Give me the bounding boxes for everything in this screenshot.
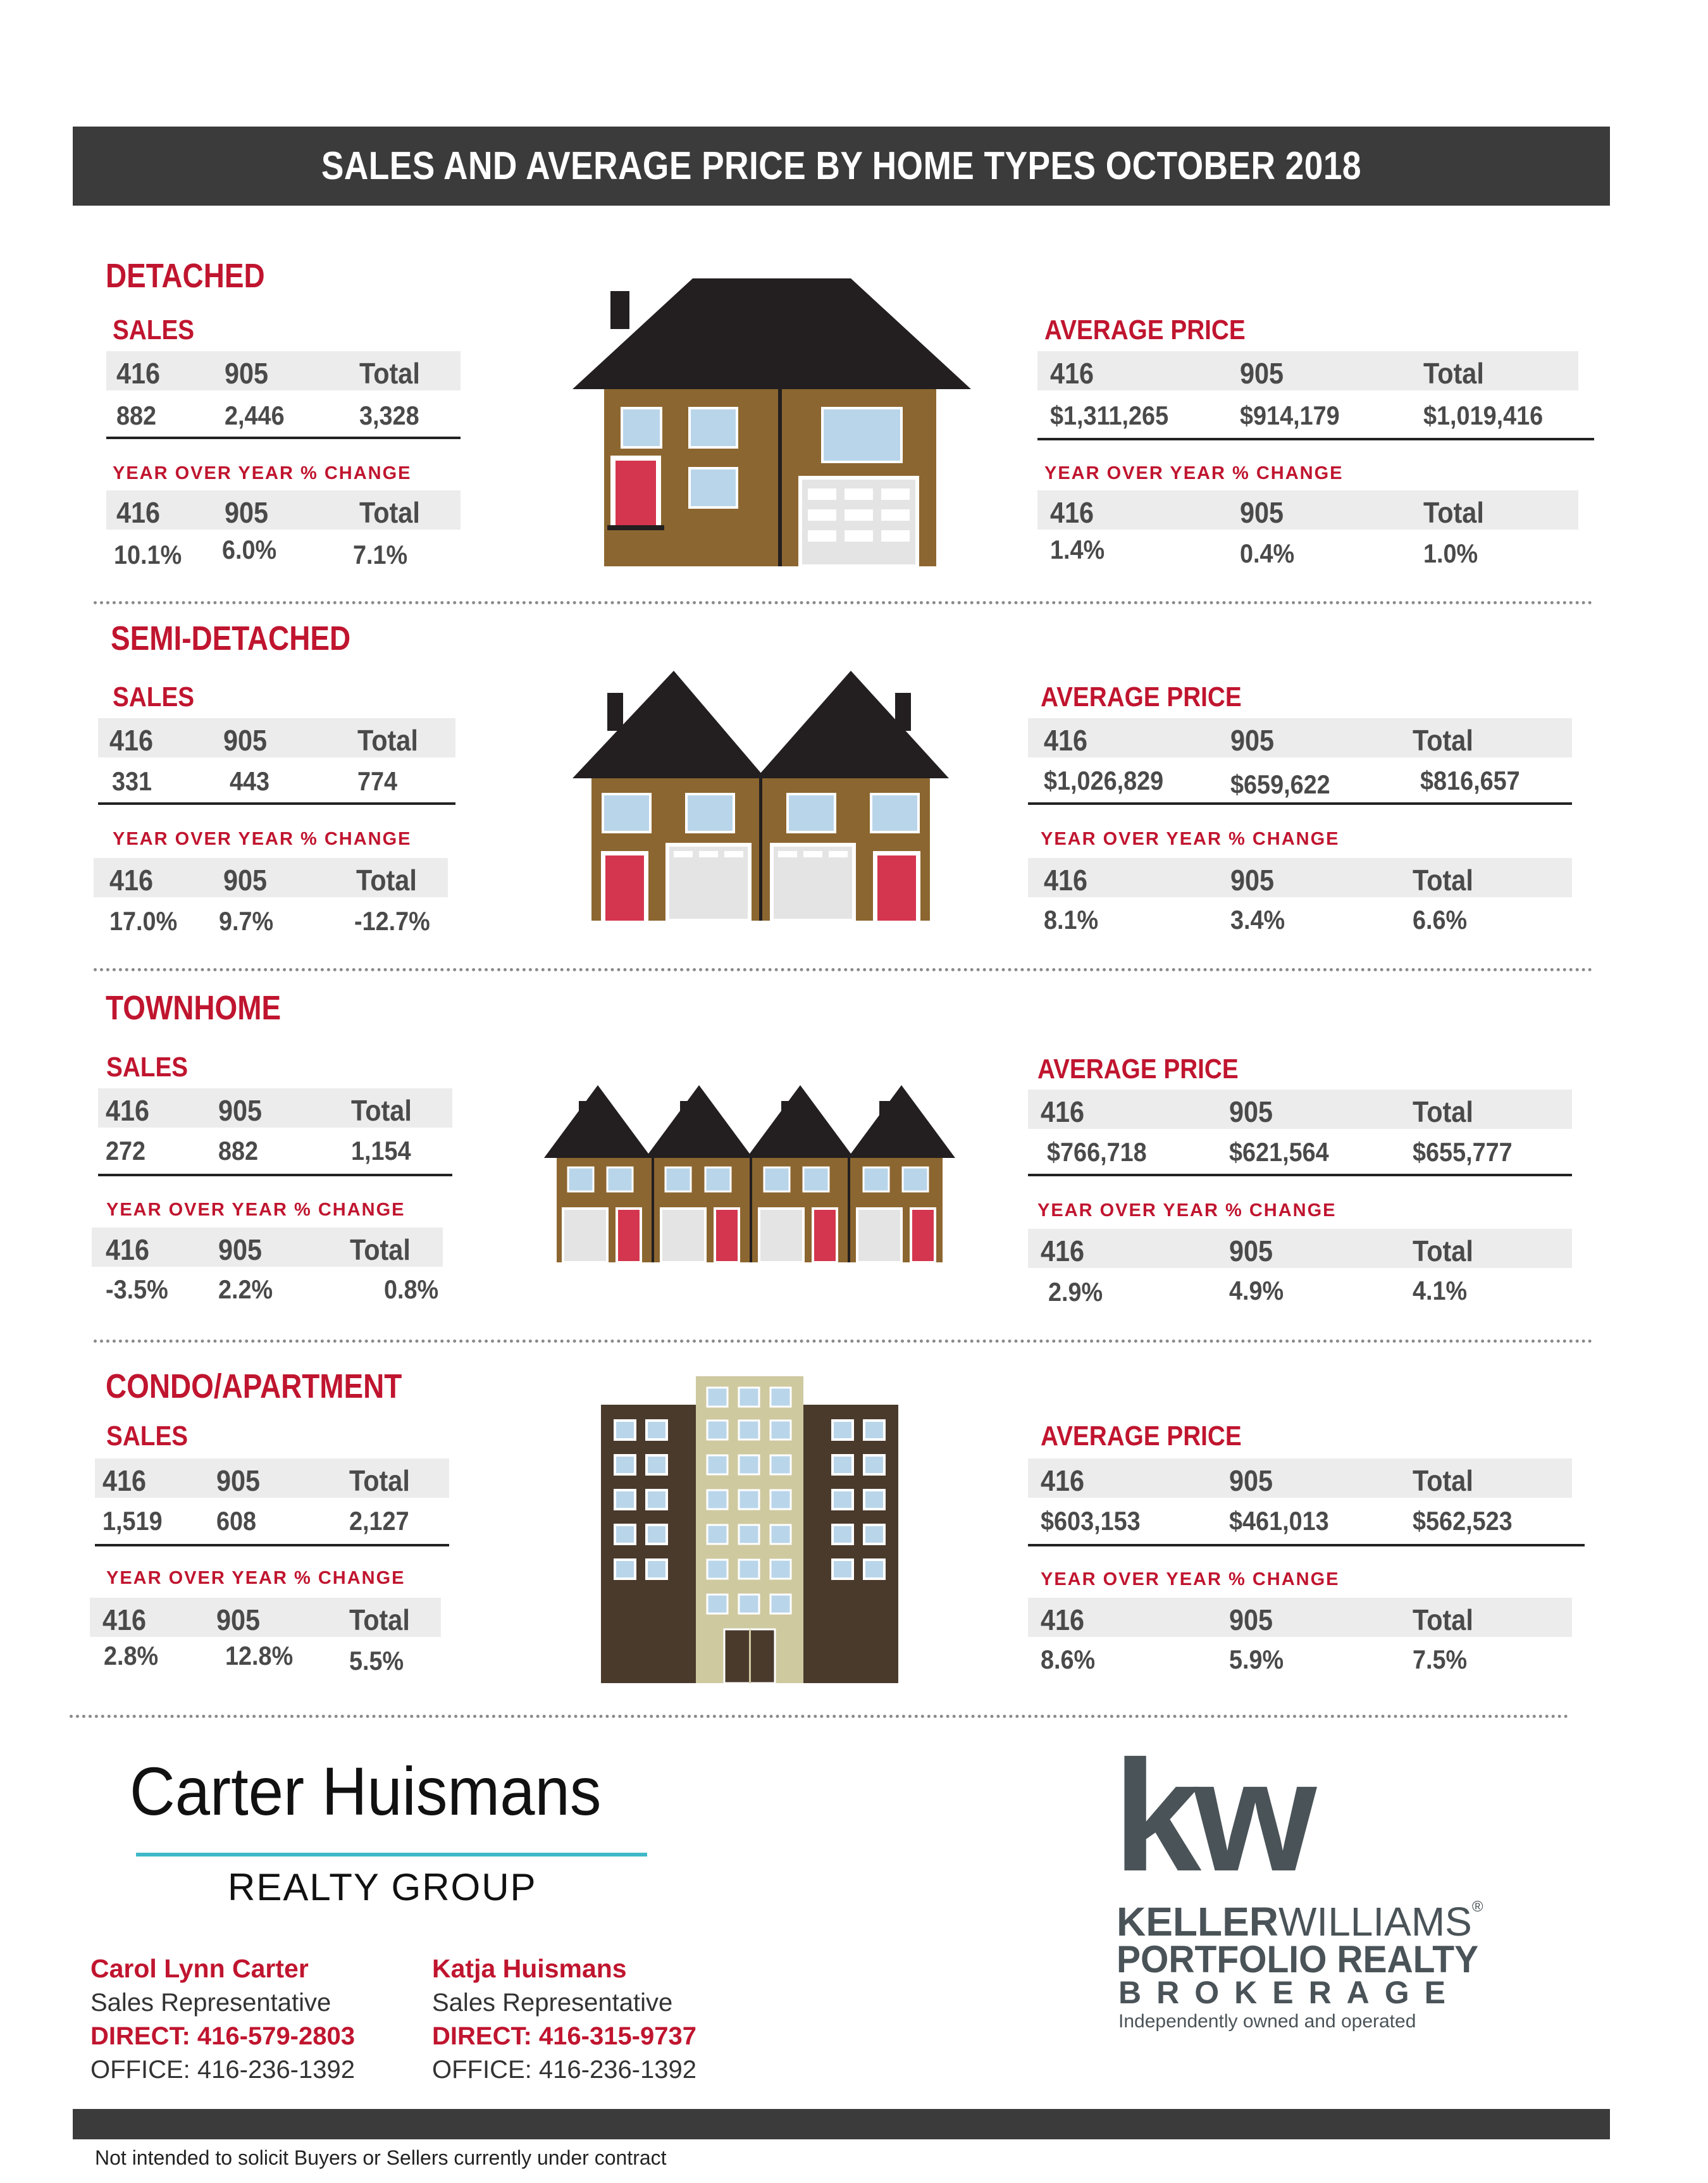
condo-price-yoy-header bbox=[1028, 1598, 1572, 1637]
col-905: 905 bbox=[1229, 1603, 1273, 1636]
rule bbox=[95, 1544, 449, 1546]
price-905: $914,179 bbox=[1240, 401, 1340, 430]
kw-brokerage: BROKERAGE bbox=[1118, 1975, 1461, 2010]
col-total: Total bbox=[350, 1233, 411, 1266]
semi-sales-row bbox=[98, 763, 455, 801]
price-905: $461,013 bbox=[1229, 1506, 1329, 1536]
brand-accent-line bbox=[136, 1853, 647, 1856]
semi-sales-yoy-label: YEAR OVER YEAR % CHANGE bbox=[113, 829, 412, 849]
yoy-total: 6.6% bbox=[1413, 905, 1468, 935]
section-divider bbox=[94, 601, 1593, 604]
condo-price-label: AVERAGE PRICE bbox=[1041, 1421, 1242, 1452]
col-total: Total bbox=[359, 357, 420, 390]
yoy-416: -3.5% bbox=[106, 1274, 168, 1304]
yoy-total: 7.1% bbox=[353, 540, 408, 569]
yoy-total: 5.5% bbox=[349, 1646, 404, 1676]
yoy-905: 6.0% bbox=[222, 535, 277, 564]
col-total: Total bbox=[1413, 1464, 1473, 1497]
agent-name: Carol Lynn Carter bbox=[90, 1954, 309, 1983]
keller-williams-logo bbox=[1113, 1727, 1556, 2032]
yoy-416: 17.0% bbox=[109, 906, 178, 936]
condo-sales-yoy-row bbox=[90, 1641, 444, 1679]
condo-sales-row bbox=[95, 1503, 449, 1541]
townhome-sales-yoy-row bbox=[92, 1272, 446, 1310]
price-total: $816,657 bbox=[1420, 766, 1520, 795]
condo-sales-header bbox=[95, 1458, 449, 1498]
detached-price-label: AVERAGE PRICE bbox=[1044, 314, 1246, 345]
rule bbox=[1037, 438, 1594, 440]
semi-sales-yoy-header bbox=[94, 858, 448, 897]
col-905: 905 bbox=[218, 1233, 263, 1266]
rule bbox=[98, 1174, 452, 1176]
detached-price-row bbox=[1037, 397, 1594, 435]
section-title-semi-detached: SEMI-DETACHED bbox=[111, 619, 351, 657]
col-905: 905 bbox=[1229, 1235, 1273, 1267]
title-banner bbox=[73, 127, 1610, 206]
col-total: Total bbox=[1413, 1603, 1473, 1636]
townhome-sales-header bbox=[98, 1088, 452, 1128]
col-905: 905 bbox=[218, 1094, 263, 1127]
col-total: Total bbox=[1413, 1095, 1473, 1128]
detached-price-yoy-row bbox=[1037, 535, 1578, 573]
price-905: $659,622 bbox=[1230, 769, 1330, 799]
semi-price-yoy-header bbox=[1028, 858, 1572, 897]
detached-house-icon bbox=[572, 278, 977, 569]
yoy-416: 1.4% bbox=[1050, 535, 1105, 564]
sales-905: 882 bbox=[218, 1136, 259, 1166]
condo-sales-yoy-label: YEAR OVER YEAR % CHANGE bbox=[106, 1568, 405, 1588]
section-title-detached: DETACHED bbox=[106, 257, 265, 295]
col-905: 905 bbox=[225, 357, 269, 390]
sales-416: 1,519 bbox=[102, 1506, 163, 1536]
semi-sales-label: SALES bbox=[113, 681, 195, 712]
col-416: 416 bbox=[1041, 1603, 1085, 1636]
col-416: 416 bbox=[116, 357, 161, 390]
col-905: 905 bbox=[1240, 496, 1284, 529]
semi-sales-header bbox=[98, 718, 455, 757]
col-905: 905 bbox=[1230, 724, 1275, 757]
agent-direct-phone[interactable]: DIRECT: 416-579-2803 bbox=[90, 2022, 355, 2050]
semi-price-header bbox=[1028, 718, 1572, 757]
townhome-price-yoy-header bbox=[1028, 1229, 1572, 1268]
yoy-416: 2.8% bbox=[104, 1641, 159, 1670]
col-total: Total bbox=[357, 724, 418, 757]
section-divider bbox=[94, 968, 1593, 971]
col-total: Total bbox=[1423, 496, 1484, 529]
section-divider bbox=[94, 1340, 1593, 1343]
sales-905: 2,446 bbox=[225, 401, 285, 430]
sales-905: 443 bbox=[230, 766, 270, 796]
col-416: 416 bbox=[106, 1233, 150, 1266]
detached-price-yoy-header bbox=[1037, 490, 1578, 530]
agent-role: Sales Representative bbox=[432, 1989, 673, 2017]
col-416: 416 bbox=[106, 1094, 150, 1127]
detached-price-yoy-label: YEAR OVER YEAR % CHANGE bbox=[1044, 463, 1344, 483]
sales-905: 608 bbox=[216, 1506, 257, 1536]
col-905: 905 bbox=[225, 496, 269, 529]
semi-price-yoy-row bbox=[1028, 902, 1572, 940]
townhome-sales-row bbox=[98, 1133, 452, 1171]
detached-sales-yoy-header bbox=[106, 490, 461, 530]
condo-price-yoy-label: YEAR OVER YEAR % CHANGE bbox=[1041, 1569, 1340, 1589]
townhome-sales-label: SALES bbox=[106, 1052, 189, 1083]
kw-mark: kw bbox=[1113, 1727, 1309, 1904]
col-905: 905 bbox=[223, 724, 268, 757]
yoy-total: -12.7% bbox=[354, 906, 430, 936]
rule bbox=[1028, 802, 1572, 805]
sales-416: 272 bbox=[106, 1136, 146, 1166]
townhome-sales-yoy-label: YEAR OVER YEAR % CHANGE bbox=[106, 1200, 405, 1220]
yoy-905: 2.2% bbox=[218, 1274, 273, 1304]
agent-office-phone[interactable]: OFFICE: 416-236-1392 bbox=[432, 2056, 696, 2084]
yoy-416: 8.6% bbox=[1041, 1645, 1096, 1674]
sales-416: 331 bbox=[112, 766, 152, 796]
sales-total: 3,328 bbox=[359, 401, 419, 430]
price-416: $1,026,829 bbox=[1044, 766, 1164, 795]
yoy-905: 0.4% bbox=[1240, 538, 1295, 568]
yoy-905: 9.7% bbox=[219, 906, 274, 936]
rule bbox=[106, 437, 461, 439]
detached-sales-row bbox=[106, 397, 461, 435]
kw-registered: ® bbox=[1471, 1898, 1483, 1915]
col-905: 905 bbox=[216, 1603, 261, 1636]
yoy-416: 2.9% bbox=[1048, 1277, 1103, 1307]
col-905: 905 bbox=[1240, 357, 1284, 390]
col-416: 416 bbox=[102, 1464, 147, 1497]
col-905: 905 bbox=[1230, 864, 1275, 897]
semi-price-row bbox=[1028, 763, 1569, 801]
brand-subtitle: REALTY GROUP bbox=[228, 1866, 537, 1908]
col-416: 416 bbox=[1050, 496, 1094, 529]
col-416: 416 bbox=[1044, 724, 1088, 757]
detached-sales-header bbox=[106, 351, 461, 390]
col-total: Total bbox=[1413, 724, 1473, 757]
townhome-price-yoy-row bbox=[1028, 1273, 1572, 1311]
col-416: 416 bbox=[102, 1603, 147, 1636]
townhome-price-header bbox=[1028, 1090, 1572, 1129]
townhome-price-row bbox=[1028, 1134, 1572, 1172]
col-total: Total bbox=[1413, 1235, 1473, 1267]
kw-williams: WILLIAMS bbox=[1278, 1899, 1472, 1944]
col-416: 416 bbox=[1041, 1464, 1085, 1497]
col-905: 905 bbox=[223, 864, 268, 897]
condo-price-header bbox=[1028, 1458, 1572, 1498]
agent-card-carter bbox=[90, 1954, 355, 2084]
section-title-condo: CONDO/APARTMENT bbox=[106, 1367, 402, 1405]
col-total: Total bbox=[359, 496, 420, 529]
detached-sales-yoy-label: YEAR OVER YEAR % CHANGE bbox=[113, 463, 412, 483]
yoy-905: 5.9% bbox=[1229, 1645, 1284, 1674]
col-905: 905 bbox=[1229, 1464, 1273, 1497]
col-416: 416 bbox=[109, 724, 154, 757]
col-416: 416 bbox=[1044, 864, 1088, 897]
yoy-total: 0.8% bbox=[384, 1274, 439, 1304]
col-416: 416 bbox=[116, 496, 161, 529]
detached-sales-label: SALES bbox=[113, 314, 195, 345]
section-title-townhome: TOWNHOME bbox=[106, 989, 282, 1027]
col-total: Total bbox=[1423, 357, 1484, 390]
disclaimer: Not intended to solicit Buyers or Sellers currently under contract bbox=[95, 2146, 667, 2169]
col-416: 416 bbox=[1041, 1095, 1085, 1128]
semi-price-label: AVERAGE PRICE bbox=[1041, 681, 1242, 712]
price-416: $766,718 bbox=[1047, 1137, 1147, 1167]
price-905: $621,564 bbox=[1229, 1137, 1329, 1167]
section-divider bbox=[70, 1715, 1569, 1718]
yoy-416: 10.1% bbox=[114, 540, 182, 569]
price-total: $1,019,416 bbox=[1423, 401, 1544, 430]
semi-detached-house-icon bbox=[572, 671, 952, 924]
sales-total: 2,127 bbox=[349, 1506, 409, 1536]
price-total: $562,523 bbox=[1413, 1506, 1513, 1536]
semi-price-yoy-label: YEAR OVER YEAR % CHANGE bbox=[1041, 829, 1340, 849]
yoy-416: 8.1% bbox=[1044, 905, 1099, 935]
yoy-total: 1.0% bbox=[1423, 538, 1478, 568]
agent-office-phone[interactable]: OFFICE: 416-236-1392 bbox=[90, 2056, 355, 2084]
col-416: 416 bbox=[1041, 1235, 1085, 1267]
condo-price-yoy-row bbox=[1028, 1642, 1572, 1680]
kw-tagline: Independently owned and operated bbox=[1118, 2011, 1416, 2032]
townhome-icon bbox=[544, 1085, 955, 1266]
townhome-sales-yoy-header bbox=[92, 1228, 443, 1267]
agent-direct-phone[interactable]: DIRECT: 416-315-9737 bbox=[432, 2022, 696, 2050]
rule bbox=[1028, 1174, 1572, 1176]
detached-sales-yoy-row bbox=[106, 535, 461, 573]
yoy-905: 4.9% bbox=[1229, 1276, 1284, 1305]
condo-sales-label: SALES bbox=[106, 1421, 189, 1452]
yoy-905: 3.4% bbox=[1230, 905, 1285, 935]
sales-total: 1,154 bbox=[351, 1136, 411, 1166]
townhome-price-label: AVERAGE PRICE bbox=[1037, 1054, 1239, 1085]
yoy-total: 4.1% bbox=[1413, 1276, 1468, 1305]
col-905: 905 bbox=[216, 1464, 261, 1497]
col-905: 905 bbox=[1229, 1095, 1273, 1128]
price-416: $1,311,265 bbox=[1050, 401, 1169, 430]
yoy-905: 12.8% bbox=[225, 1641, 294, 1670]
condo-sales-yoy-header bbox=[90, 1598, 441, 1637]
condo-building-icon bbox=[601, 1376, 898, 1683]
col-416: 416 bbox=[109, 864, 154, 897]
semi-sales-yoy-row bbox=[94, 902, 448, 940]
townhome-price-yoy-label: YEAR OVER YEAR % CHANGE bbox=[1037, 1200, 1337, 1221]
col-total: Total bbox=[349, 1464, 410, 1497]
kw-portfolio: PORTFOLIO REALTY bbox=[1117, 1938, 1479, 1981]
col-416: 416 bbox=[1050, 357, 1094, 390]
agent-name: Katja Huismans bbox=[432, 1954, 627, 1983]
detached-price-header bbox=[1037, 351, 1578, 390]
sales-total: 774 bbox=[357, 766, 398, 796]
page-title: SALES AND AVERAGE PRICE BY HOME TYPES OCTOBER 2018 bbox=[321, 144, 1362, 188]
col-total: Total bbox=[1413, 864, 1473, 897]
footer-bar bbox=[73, 2109, 1610, 2139]
brand-name: Carter Huismans bbox=[130, 1753, 602, 1829]
condo-price-row bbox=[1028, 1503, 1572, 1541]
agent-role: Sales Representative bbox=[90, 1989, 331, 2017]
price-416: $603,153 bbox=[1041, 1506, 1141, 1536]
sales-416: 882 bbox=[116, 401, 157, 430]
yoy-total: 7.5% bbox=[1413, 1645, 1468, 1674]
col-total: Total bbox=[356, 864, 417, 897]
col-total: Total bbox=[351, 1094, 412, 1127]
kw-keller: KELLER bbox=[1117, 1899, 1278, 1944]
rule bbox=[1028, 1544, 1585, 1546]
agent-card-huismans bbox=[432, 1954, 696, 2084]
price-total: $655,777 bbox=[1413, 1137, 1513, 1167]
col-total: Total bbox=[349, 1603, 410, 1636]
rule bbox=[98, 802, 455, 805]
